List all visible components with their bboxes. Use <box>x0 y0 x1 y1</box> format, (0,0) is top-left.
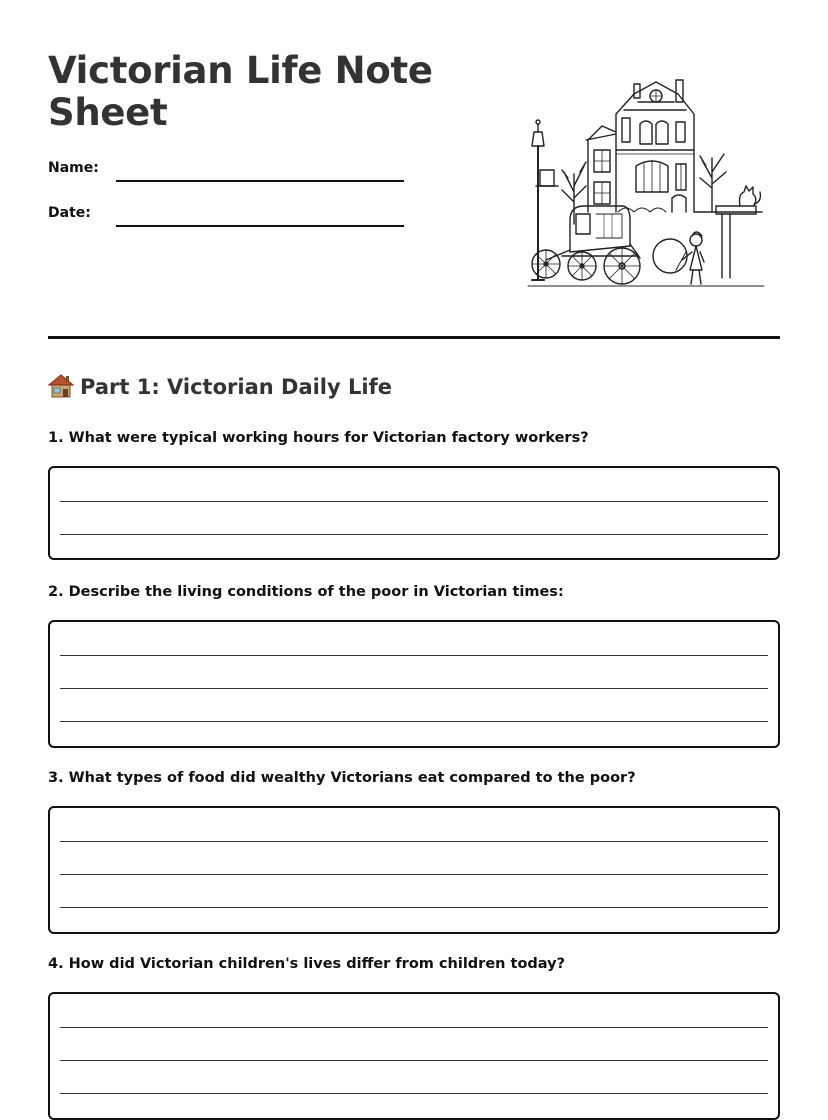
question-text: 3. What types of food did wealthy Victorians eat compared to the poor? <box>48 770 636 786</box>
question-text: 2. Describe the living conditions of the poor in Victorian times: <box>48 584 564 600</box>
page-title: Victorian Life Note Sheet <box>48 49 433 134</box>
answer-line <box>60 655 768 656</box>
answer-line <box>60 907 768 908</box>
answer-box[interactable] <box>48 992 780 1120</box>
worksheet-page <box>48 0 780 972</box>
answer-line <box>60 1060 768 1061</box>
answer-line <box>60 874 768 875</box>
answer-line <box>60 721 768 722</box>
date-field <box>48 203 408 227</box>
question-4 <box>48 954 780 1120</box>
section-title <box>48 372 392 402</box>
answer-line <box>60 841 768 842</box>
answer-line <box>60 501 768 502</box>
answer-box[interactable] <box>48 466 780 560</box>
question-1 <box>48 428 780 560</box>
answer-line <box>60 688 768 689</box>
worksheet-header <box>48 0 780 340</box>
house-icon <box>48 373 74 399</box>
answer-box[interactable] <box>48 620 780 748</box>
section-title-text: Part 1: Victorian Daily Life <box>80 375 392 399</box>
victorian-street-scene-icon <box>526 74 772 296</box>
name-field <box>48 158 408 182</box>
answer-line <box>60 1093 768 1094</box>
name-label: Name: <box>48 160 99 176</box>
date-write-line[interactable] <box>116 225 404 227</box>
answer-line <box>60 534 768 535</box>
answer-line <box>60 1027 768 1028</box>
question-text: 1. What were typical working hours for Victorian factory workers? <box>48 430 589 446</box>
question-text: 4. How did Victorian children's lives differ from children today? <box>48 956 566 972</box>
answer-box[interactable] <box>48 806 780 934</box>
question-3 <box>48 768 780 934</box>
header-divider <box>48 336 780 339</box>
date-label: Date: <box>48 205 91 221</box>
question-2 <box>48 582 780 748</box>
name-write-line[interactable] <box>116 180 404 182</box>
